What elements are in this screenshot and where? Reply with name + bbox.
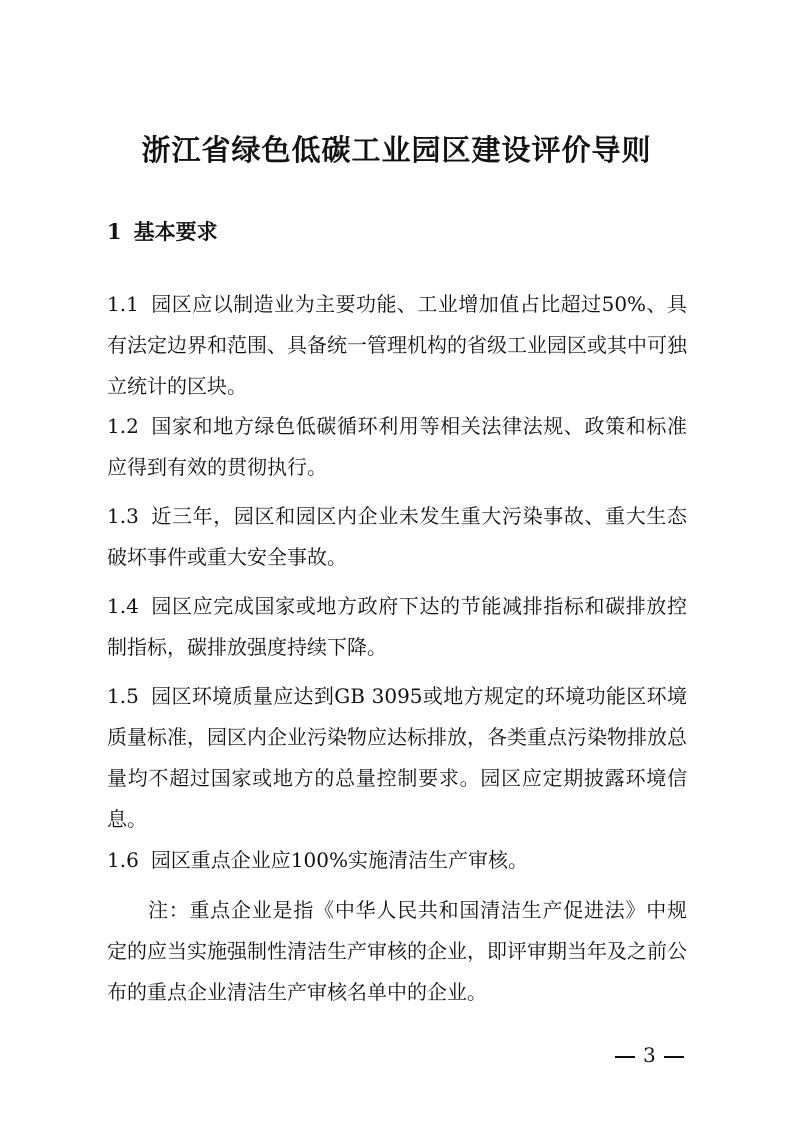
page-number: 3 xyxy=(643,1043,656,1067)
section-heading xyxy=(107,214,218,250)
clause-number: 1.2 xyxy=(107,414,139,438)
clause-text: 国家和地方绿色低碳循环利用等相关法律法规、政策和标准应得到有效的贯彻执行。 xyxy=(107,414,687,479)
section-number: 1 xyxy=(107,219,122,244)
clause-1-5 xyxy=(107,676,687,840)
clause-text: 园区应完成国家或地方政府下达的节能减排指标和碳排放控制指标，碳排放强度持续下降。 xyxy=(107,594,687,659)
clause-1-4 xyxy=(107,586,687,668)
clause-text: 园区应以制造业为主要功能、工业增加值占比超过50%、具有法定边界和范围、具备统一管理机构的省级工业园区或其中可独立统计的区块。 xyxy=(107,292,687,398)
section-title: 基本要求 xyxy=(133,220,218,244)
clause-1-3 xyxy=(107,496,687,578)
clause-1-1 xyxy=(107,284,687,407)
clause-number: 1.5 xyxy=(107,684,139,708)
clause-text: 园区重点企业应100%实施清洁生产审核。 xyxy=(150,848,528,872)
clause-1-2 xyxy=(107,406,687,488)
footer-dash-right xyxy=(664,1056,684,1058)
clause-number: 1.4 xyxy=(107,594,139,618)
footer-dash-left xyxy=(615,1056,635,1058)
clause-1-6 xyxy=(107,840,687,881)
document-title: 浙江省绿色低碳工业园区建设评价导则 xyxy=(141,133,652,167)
clause-number: 1.1 xyxy=(107,292,139,316)
clause-text: 近三年，园区和园区内企业未发生重大污染事故、重大生态破坏事件或重大安全事故。 xyxy=(107,504,687,569)
clause-text: 园区环境质量应达到GB 3095或地方规定的环境功能区环境质量标准，园区内企业污染物应达标排放，各类重点污染物排放总量均不超过国家或地方的总量控制要求。园区应定期披露环境信息。 xyxy=(107,684,687,831)
clause-number: 1.3 xyxy=(107,504,139,528)
clause-note: 注：重点企业是指《中华人民共和国清洁生产促进法》中规定的应当实施强制性清洁生产审核的企业，即评审期当年及之前公布的重点企业清洁生产审核名单中的企业。 xyxy=(107,898,687,1004)
page-footer xyxy=(607,1043,692,1067)
clause-number: 1.6 xyxy=(107,848,139,872)
